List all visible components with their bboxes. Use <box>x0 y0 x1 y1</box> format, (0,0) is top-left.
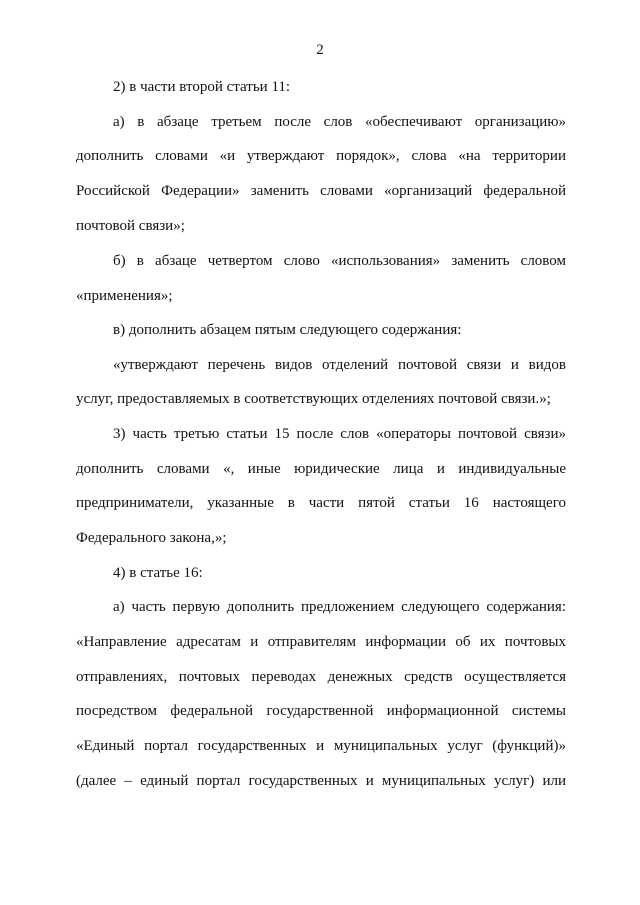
paragraph-line: «применения»; <box>76 288 173 304</box>
paragraph-line: «утверждают перечень видов отделений почтовой связи и видов <box>113 357 566 373</box>
paragraph-line: а) часть первую дополнить предложением следующего содержания: <box>113 599 566 615</box>
paragraph-line: 3) часть третью статьи 15 после слов «операторы почтовой связи» <box>113 426 566 442</box>
paragraph-line: дополнить словами «и утверждают порядок», слова «на территории <box>76 148 566 164</box>
page-number: 2 <box>316 42 324 58</box>
paragraph-line: услуг, предоставляемых в соответствующих отделениях почтовой связи.»; <box>76 391 551 407</box>
paragraph-line: а) в абзаце третьем после слов «обеспечивают организацию» <box>113 114 566 130</box>
paragraph-line: в) дополнить абзацем пятым следующего содержания: <box>113 322 462 338</box>
paragraph-line: отправлениях, почтовых переводах денежных средств осуществляется <box>76 669 566 685</box>
paragraph-line: 4) в статье 16: <box>113 565 203 581</box>
paragraph-line: «Единый портал государственных и муниципальных услуг (функций)» <box>76 738 566 754</box>
paragraph-line: посредством федеральной государственной информационной системы <box>76 703 566 719</box>
paragraph-line: Российской Федерации» заменить словами «организаций федеральной <box>76 183 566 199</box>
paragraph-line: Федерального закона,»; <box>76 530 227 546</box>
paragraph-line: дополнить словами «, иные юридические лица и индивидуальные <box>76 461 566 477</box>
paragraph-line: б) в абзаце четвертом слово «использования» заменить словом <box>113 253 566 269</box>
paragraph-line: почтовой связи»; <box>76 218 185 234</box>
paragraph-line: предприниматели, указанные в части пятой статьи 16 настоящего <box>76 495 566 511</box>
paragraph-line: 2) в части второй статьи 11: <box>113 79 291 95</box>
paragraph-line: «Направление адресатам и отправителям информации об их почтовых <box>76 634 566 650</box>
paragraph-line: (далее – единый портал государственных и муниципальных услуг) или <box>76 773 566 789</box>
